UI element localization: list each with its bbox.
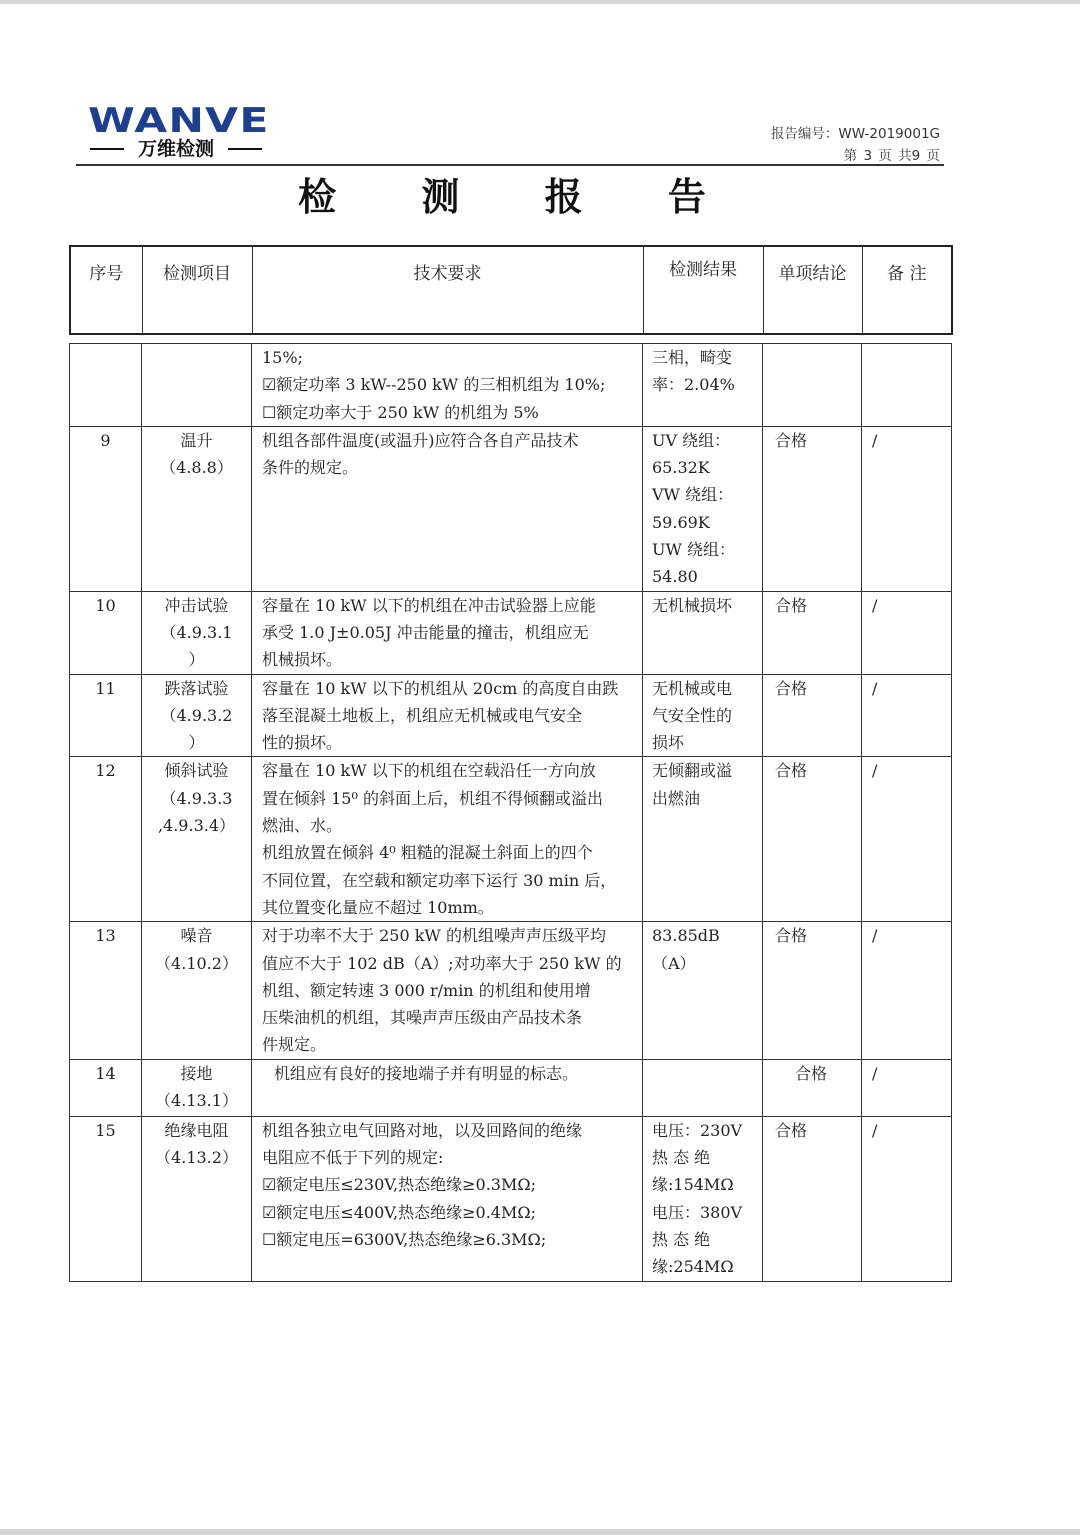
test-result — [643, 1059, 763, 1116]
test-item — [142, 1116, 252, 1281]
req-line: 机组放置在倾斜 4⁰ 粗糙的混凝土斜面上的四个 — [262, 843, 593, 863]
test-result — [643, 922, 763, 1059]
technical-requirement — [252, 591, 643, 674]
res-line: UW 绕组： — [652, 540, 736, 560]
conclusion: 合格 — [763, 1116, 862, 1281]
test-item — [142, 344, 252, 427]
technical-requirement — [252, 1059, 643, 1116]
logo-line-left — [90, 148, 124, 150]
req-line: ☑额定电压≤400V,热态绝缘≥0.4MΩ; — [262, 1202, 537, 1222]
conclusion — [763, 344, 862, 427]
technical-requirement — [252, 1116, 643, 1281]
req-line: 容量在 10 kW 以下的机组在冲击试验器上应能 — [262, 595, 596, 615]
row-number: 10 — [70, 591, 142, 674]
req-line: 电阻应不低于下列的规定: — [262, 1148, 444, 1168]
res-line: 缘:254MΩ — [652, 1257, 734, 1277]
logo-wordmark: WANVE — [88, 101, 270, 141]
test-item — [142, 674, 252, 757]
item-line: （4.13.2） — [155, 1148, 238, 1168]
res-line: 65.32K — [652, 458, 710, 478]
req-line: 15%; — [262, 348, 303, 367]
remark: / — [862, 757, 952, 922]
logo-subtitle: 万维检测 — [137, 138, 214, 160]
remark — [862, 344, 952, 427]
item-line: 跌落试验 — [164, 678, 229, 698]
conclusion: 合格 — [763, 757, 862, 922]
table-row — [70, 1116, 952, 1281]
conclusion: 合格 — [763, 922, 862, 1059]
remark: / — [862, 1059, 952, 1116]
technical-requirement — [252, 426, 643, 591]
res-line: 损坏 — [652, 733, 685, 753]
column-header-result: 检测结果 — [643, 246, 763, 334]
res-line: 缘:154MΩ — [652, 1175, 734, 1195]
req-line: ☐额定电压=6300V,热态绝缘≥6.3MΩ; — [262, 1229, 547, 1249]
table-row — [70, 426, 952, 591]
row-number — [70, 344, 142, 427]
test-item — [142, 591, 252, 674]
req-line: 性的损坏。 — [262, 733, 343, 753]
req-line: 容量在 10 kW 以下的机组从 20cm 的高度自由跌 — [262, 678, 619, 698]
table-row — [70, 591, 952, 674]
req-line: 其位置变化量应不超过 10mm。 — [262, 897, 494, 917]
item-line: （4.13.1） — [155, 1091, 238, 1111]
req-line: 件规定。 — [262, 1035, 327, 1055]
res-line: 电压：380V — [652, 1202, 743, 1222]
res-line: 电压：230V — [652, 1120, 743, 1140]
req-line: 容量在 10 kW 以下的机组在空载沿任一方向放 — [262, 761, 596, 781]
column-header-no: 序号 — [70, 246, 142, 334]
res-line: 59.69K — [652, 512, 710, 532]
top-border — [0, 0, 1080, 4]
req-line: 燃油、水。 — [262, 816, 343, 836]
res-line: 三相，畸变 — [652, 348, 733, 367]
item-line: 冲击试验 — [164, 595, 229, 615]
remark: / — [862, 1116, 952, 1281]
column-header-item: 检测项目 — [142, 246, 252, 334]
res-line: 无机械或电 — [652, 678, 733, 698]
req-line: 机组各部件温度(或温升)应符合各自产品技术 — [262, 430, 579, 450]
res-line: 出燃油 — [652, 788, 701, 808]
item-line: （4.10.2） — [155, 953, 238, 973]
item-line: ） — [188, 733, 205, 753]
test-item — [142, 426, 252, 591]
column-header-table — [69, 245, 953, 335]
row-number: 15 — [70, 1116, 142, 1281]
technical-requirement — [252, 344, 643, 427]
document-title: 检 测 报 告 — [298, 174, 742, 219]
req-line: 条件的规定。 — [262, 458, 359, 478]
test-result — [643, 1116, 763, 1281]
conclusion: 合格 — [763, 1059, 862, 1116]
table-row — [70, 757, 952, 922]
req-line: 机组应有良好的接地端子并有明显的标志。 — [274, 1063, 579, 1083]
test-result — [643, 591, 763, 674]
req-line: 不同位置，在空载和额定功率下运行 30 min 后， — [262, 870, 617, 890]
res-line: 热 态 绝 — [652, 1229, 711, 1249]
req-line: 机械损坏。 — [262, 650, 343, 670]
company-logo — [88, 101, 270, 164]
req-line: ☑额定功率 3 kW--250 kW 的三相机组为 10%; — [262, 375, 606, 395]
column-header-requirement: 技术要求 — [252, 246, 643, 334]
conclusion: 合格 — [763, 674, 862, 757]
bottom-border — [0, 1529, 1080, 1535]
res-line: 无机械损坏 — [652, 595, 733, 615]
req-line: 压柴油机的机组，其噪声声压级由产品技术条 — [262, 1008, 583, 1028]
row-number: 13 — [70, 922, 142, 1059]
res-line: 无倾翻或溢 — [652, 761, 733, 781]
req-line: 值应不大于 102 dB（A）;对功率大于 250 kW 的 — [262, 953, 622, 973]
item-line: （4.8.8） — [160, 458, 233, 478]
table-row — [70, 674, 952, 757]
logo-line-right — [228, 148, 262, 150]
test-item — [142, 922, 252, 1059]
table-row — [70, 922, 952, 1059]
item-line: 温升 — [180, 430, 213, 450]
remark: / — [862, 591, 952, 674]
req-line: 对于功率不大于 250 kW 的机组噪声声压级平均 — [262, 926, 606, 946]
row-number: 11 — [70, 674, 142, 757]
item-line: 绝缘电阻 — [164, 1120, 229, 1140]
item-line: ,4.9.3.4） — [157, 816, 236, 836]
conclusion: 合格 — [763, 426, 862, 591]
row-number: 14 — [70, 1059, 142, 1116]
res-line: 54.80 — [652, 567, 698, 587]
logo-subtitle-wrap — [90, 138, 262, 160]
req-line: 机组、额定转速 3 000 r/min 的机组和使用增 — [262, 980, 591, 1000]
technical-requirement — [252, 922, 643, 1059]
test-result — [643, 344, 763, 427]
page-number: 第 3 页 共9 页 — [843, 148, 940, 164]
technical-requirement — [252, 757, 643, 922]
table-row — [70, 1059, 952, 1116]
res-line: VW 绕组： — [652, 485, 734, 505]
column-header-remark: 备 注 — [862, 246, 952, 334]
test-result — [643, 426, 763, 591]
req-line: ☐额定功率大于 250 kW 的机组为 5% — [262, 402, 539, 422]
column-header-row — [70, 246, 952, 334]
column-header-conclusion: 单项结论 — [763, 246, 862, 334]
req-line: 承受 1.0 J±0.05J 冲击能量的撞击，机组应无 — [262, 622, 589, 642]
test-item — [142, 757, 252, 922]
req-line: 落至混凝土地板上，机组应无机械或电气安全 — [262, 705, 583, 725]
test-results-table — [69, 343, 952, 1282]
test-result — [643, 757, 763, 922]
row-number: 9 — [70, 426, 142, 591]
item-line: （4.9.3.2 — [160, 705, 233, 725]
test-result — [643, 674, 763, 757]
item-line: 接地 — [180, 1063, 213, 1083]
report-number: 报告编号：WW-2019001G — [770, 126, 940, 142]
req-line: ☑额定电压≤230V,热态绝缘≥0.3MΩ; — [262, 1175, 537, 1195]
remark: / — [862, 674, 952, 757]
table-row — [70, 344, 952, 427]
item-line: 噪音 — [180, 926, 213, 946]
item-line: （4.9.3.1 — [160, 622, 233, 642]
item-line: 倾斜试验 — [164, 761, 229, 781]
req-line: 置在倾斜 15⁰ 的斜面上后，机组不得倾翻或溢出 — [262, 788, 603, 808]
row-number: 12 — [70, 757, 142, 922]
remark: / — [862, 426, 952, 591]
test-item — [142, 1059, 252, 1116]
res-line: UV 绕组： — [652, 430, 731, 450]
conclusion: 合格 — [763, 591, 862, 674]
remark: / — [862, 922, 952, 1059]
res-line: 率：2.04% — [652, 375, 735, 395]
res-line: 热 态 绝 — [652, 1148, 711, 1168]
technical-requirement — [252, 674, 643, 757]
item-line: ） — [188, 650, 205, 670]
req-line: 机组各独立电气回路对地，以及回路间的绝缘 — [262, 1120, 583, 1140]
res-line: 气安全性的 — [652, 705, 733, 725]
item-line: （4.9.3.3 — [160, 788, 233, 808]
res-line: 83.85dB（A） — [652, 926, 720, 973]
